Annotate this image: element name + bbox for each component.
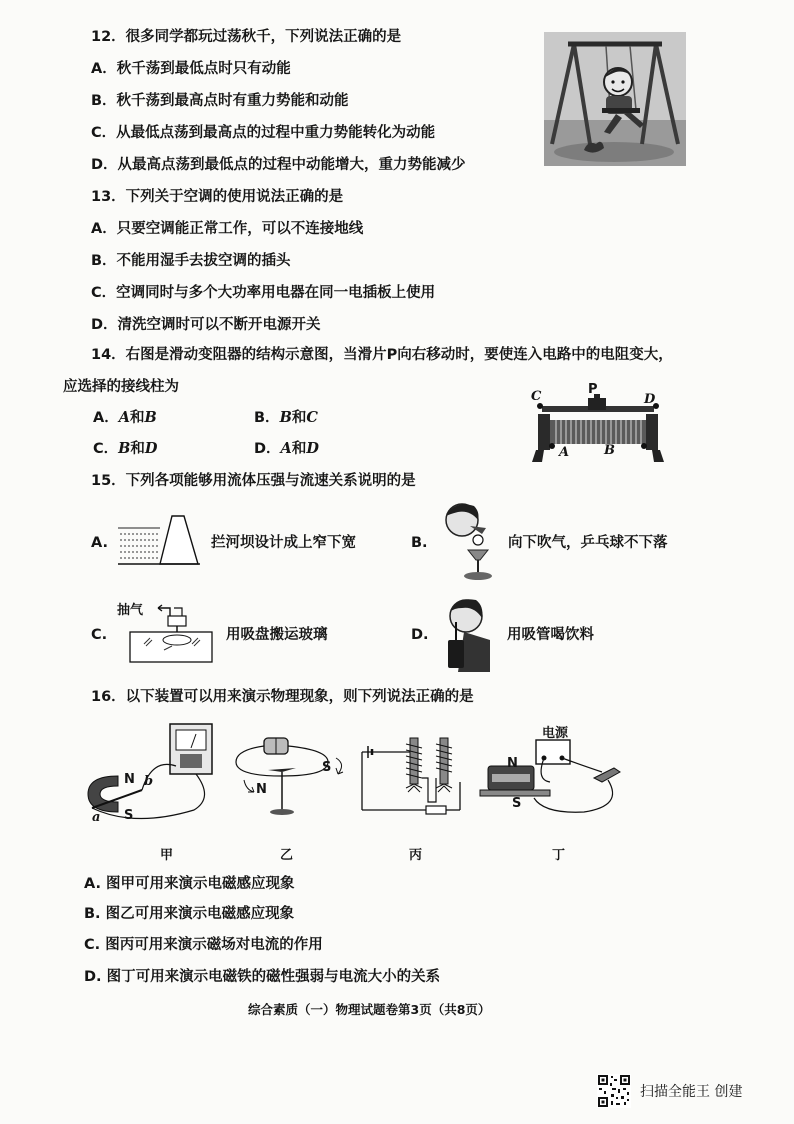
q12-option-a: A．秋千荡到最低点时只有动能 (91, 61, 291, 77)
q16-stem: 16．以下装置可以用来演示物理现象，则下列说法正确的是 (91, 689, 474, 705)
rheostat-label-p: P (588, 382, 598, 397)
dam-figure (118, 512, 200, 566)
blowing-ball-figure (434, 498, 496, 582)
q15-option-a-letter: A. (91, 535, 108, 551)
q16-option-b: B. 图乙可用来演示电磁感应现象 (84, 906, 295, 922)
figure-yi (232, 732, 350, 828)
ding-label-n: N (507, 756, 518, 771)
q12-option-c: C．从最低点荡到最高点的过程中重力势能转化为动能 (91, 125, 436, 141)
q14-stem-line1: 14．右图是滑动变阻器的结构示意图，当滑片P向右移动时，要使连入电路中的电阻变大， (91, 347, 673, 363)
q15-option-d-text: 用吸管喝饮料 (507, 627, 594, 643)
jia-label-n: N (124, 772, 135, 787)
q16-option-c: C. 图丙可用来演示磁场对电流的作用 (84, 937, 323, 953)
qr-code-icon (597, 1074, 631, 1108)
q12-option-b: B．秋千荡到最高点时有重力势能和动能 (91, 93, 349, 109)
q16-option-d: D. 图丁可用来演示电磁铁的磁性强弱与电流大小的关系 (84, 969, 441, 985)
q13-stem: 13．下列关于空调的使用说法正确的是 (91, 189, 344, 205)
rheostat-label-b: B (604, 443, 615, 458)
q16-option-a: A. 图甲可用来演示电磁感应现象 (84, 876, 295, 892)
caption-yi: 乙 (280, 848, 294, 863)
q13-option-d: D．清洗空调时可以不断开电源开关 (91, 317, 321, 333)
rheostat-label-c: C (531, 389, 542, 404)
straw-drink-figure (434, 592, 496, 672)
q15-option-d-letter: D. (411, 627, 429, 643)
swing-figure (544, 32, 686, 166)
q13-option-b: B．不能用湿手去拔空调的插头 (91, 253, 291, 269)
q15-option-b-letter: B. (411, 535, 428, 551)
caption-jia: 甲 (160, 848, 174, 863)
q14-option-c: C．B和D (93, 440, 158, 457)
q12-option-d: D．从最高点荡到最低点的过程中动能增大，重力势能减少 (91, 157, 466, 173)
caption-ding: 丁 (552, 848, 566, 863)
scanner-watermark-label: 扫描全能王 创建 (640, 1084, 743, 1100)
rheostat-label-a: A (559, 445, 570, 460)
jia-label-b: b (144, 774, 154, 789)
jia-label-s: S (124, 808, 134, 823)
q12-stem: 12．很多同学都玩过荡秋千，下列说法正确的是 (91, 29, 402, 45)
yi-label-s: S (322, 760, 332, 775)
q15-option-b-text: 向下吹气，乒乓球不下落 (508, 535, 668, 551)
q15-option-c-text: 用吸盘搬运玻璃 (226, 627, 328, 643)
q14-option-a: A．A和B (93, 409, 157, 426)
yi-label-n: N (256, 782, 267, 797)
q13-option-a: A．只要空调能正常工作，可以不连接地线 (91, 221, 364, 237)
ding-label-power: 电源 (542, 726, 569, 741)
rheostat-label-d: D (644, 392, 656, 407)
q13-option-c: C．空调同时与多个大功率用电器在同一电插板上使用 (91, 285, 436, 301)
q15-option-c-letter: C. (91, 627, 108, 643)
pump-label: 抽气 (117, 603, 144, 618)
caption-bing: 丙 (409, 848, 423, 863)
q14-option-b: B．B和C (254, 409, 318, 426)
q14-stem-line2: 应选择的接线柱为 (63, 379, 179, 395)
jia-label-a: a (92, 810, 101, 825)
figure-bing (354, 732, 470, 822)
page-footer: 综合素质（一）物理试题卷第3页（共8页） (248, 1002, 491, 1017)
suction-cup-figure (124, 598, 216, 670)
q15-option-a-text: 拦河坝设计成上窄下宽 (211, 535, 356, 551)
figure-jia (84, 718, 224, 836)
q14-option-d: D．A和D (254, 440, 319, 457)
q15-stem: 15．下列各项能够用流体压强与流速关系说明的是 (91, 473, 416, 489)
ding-label-s: S (512, 796, 522, 811)
